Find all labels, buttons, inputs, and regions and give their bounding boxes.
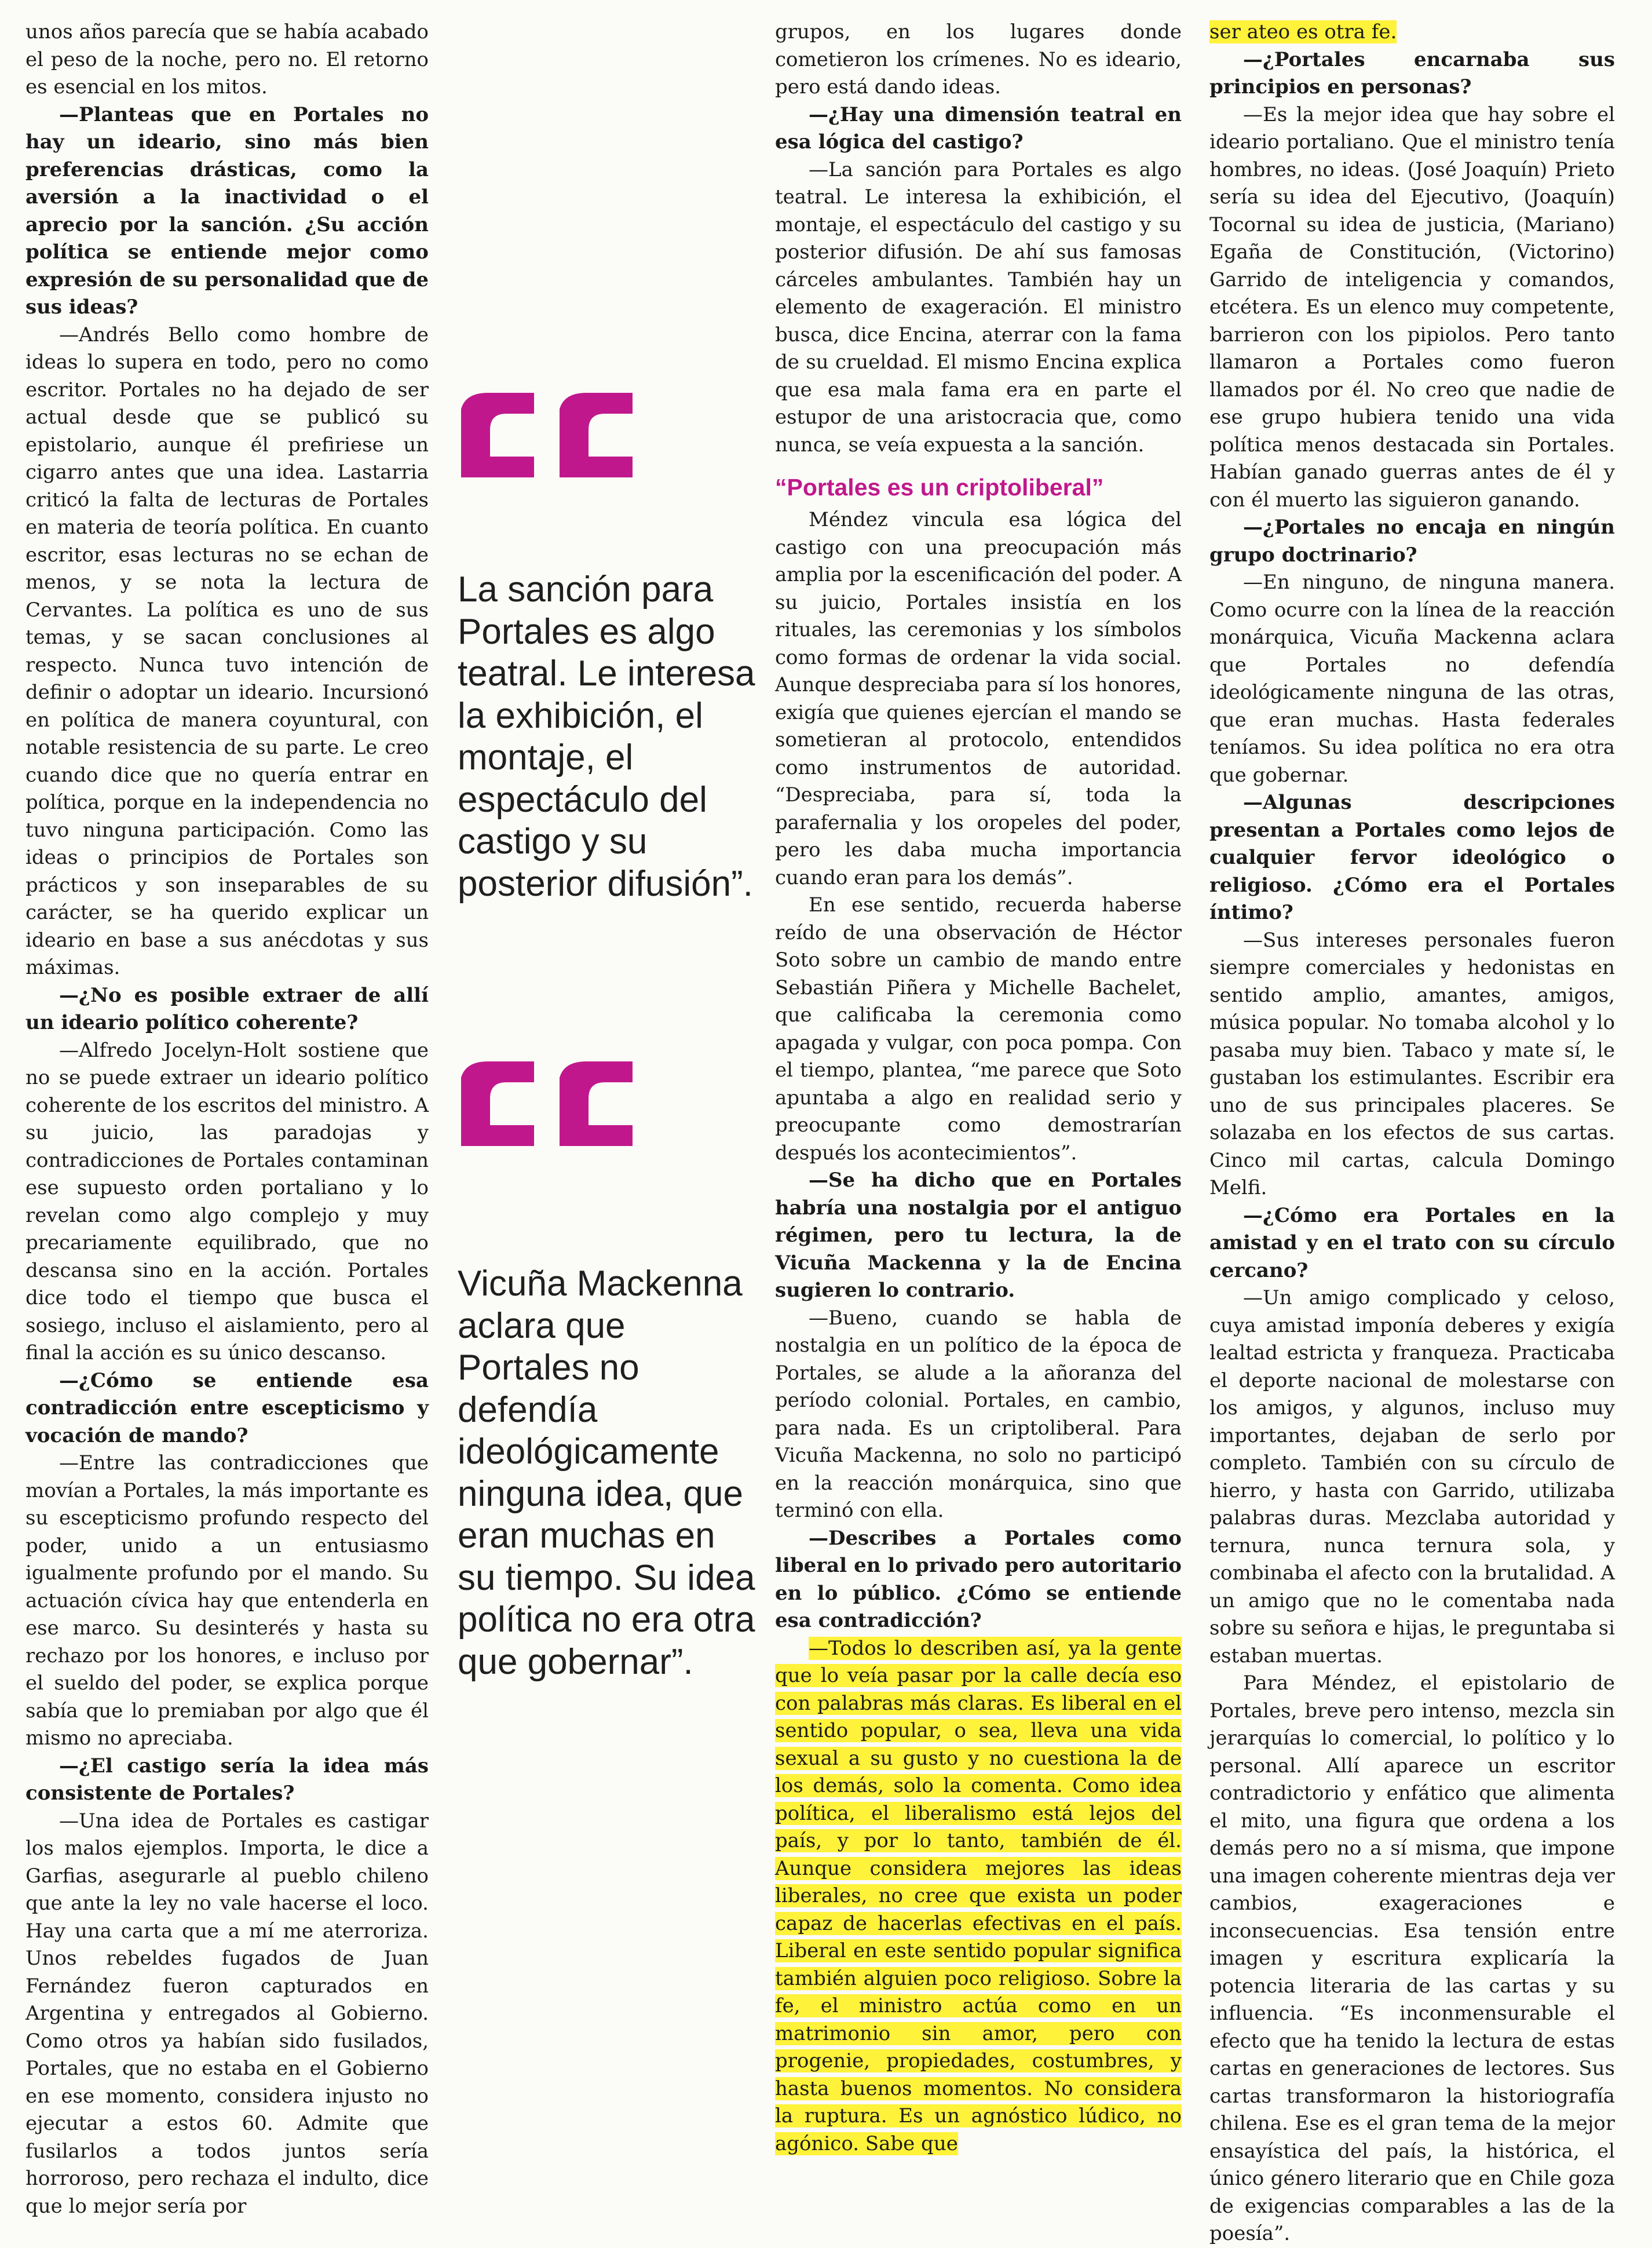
body-paragraph: —Alfredo Jocelyn-Holt sostiene que no se puede extraer un ideario político coherente de los escritos del ministro. A su juicio, las paradojas y contradicciones de Portales contaminan ese supuesto orden portaliano y lo revelan como algo complejo y muy precariamente equilibrado, que no descansa sino en la acción. Portales dice todo el tiempo que busca el sosiego, incluso el aislamiento, pero al final la acción es su único descanso. bbox=[25, 1038, 429, 1364]
body-paragraph: Méndez vincula esa lógica del castigo con una preocupación más amplia por la escenificación del poder. A su juicio, Portales insistía en los rituales, las ceremonias y los símbolos como formas de ordenar la vida social. Aunque despreciaba para sí los honores, exigía que quienes ejercían el mando se sometieran al protocolo, entendidos como instrumentos de autoridad. “Despreciaba, para sí, toda la parafernalia y los oropeles del poder, pero les daba mucha importancia cuando eran para los demás”. bbox=[775, 508, 1182, 889]
body-paragraph: unos años parecía que se había acabado el peso de la noche, pero no. El retorno es esencial en los mitos. bbox=[25, 20, 429, 98]
section-subhead: “Portales es un criptoliberal” bbox=[775, 474, 1104, 501]
highlighted-text: —Todos lo describen así, ya la gente que lo veía pasar por la calle decía eso con palabras más claras. Es liberal en el sentido popular, o sea, lleva una vida sexual a su gusto y no cuestiona la de los demás, solo la comenta. Como idea política, el liberalismo está lejos del país, y por lo tanto, también de él. Aunque considera mejores las ideas liberales, no cree que exista un poder capaz de hacerlas efectivas en el país. Liberal en este sentido popular significa también alguien poco religioso. Sobre la fe, el ministro actúa como en un matrimonio sin amor, pero con progenie, propiedades, costumbres, y hasta buenos momentos. No considera la ruptura. Es un agnóstico lúdico, no agónico. Sabe que bbox=[775, 1636, 1182, 2155]
pull-quote-2: Vicuña Mackenna aclara que Portales no defendía ideológicamente ninguna idea, que eran muchas en su tiempo. Su idea política no era otra que gobernar”. bbox=[458, 1264, 755, 1682]
interview-question: —¿No es posible extraer de allí un ideario político coherente? bbox=[25, 983, 429, 1034]
pull-quote-1: La sanción para Portales es algo teatral. Le interesa la exhibición, el montaje, el espectáculo del castigo y su posterior difusión”. bbox=[458, 570, 755, 904]
highlighted-paragraph bbox=[1209, 19, 1615, 46]
interview-question: —Se ha dicho que en Portales habría una nostalgia por el antiguo régimen, pero tu lectura, la de Vicuña Mackenna y la de Encina sugieren lo contrario. bbox=[775, 1169, 1182, 1302]
highlighted-text: ser ateo es otra fe. bbox=[1209, 20, 1397, 43]
body-paragraph: —Bueno, cuando se habla de nostalgia en un político de la época de Portales, se alude a la añoranza del período colonial. Portales, en cambio, para nada. Es un criptoliberal. Para Vicuña Mackenna, no solo no participó en la reacción monárquica, sino que terminó con ella. bbox=[775, 1306, 1182, 1522]
body-paragraph: —Una idea de Portales es castigar los malos ejemplos. Importa, le dice a Garfias, asegurarle al pueblo chileno que ante la ley no vale hacerse el loco. Hay una carta que a mí me aterroriza. Unos rebeldes fugados de Juan Fernández fueron capturados en Argentina y entregados al Gobierno. Como otros ya habían sido fusilados, Portales, que no estaba en el Gobierno en ese momento, considera injusto no ejecutar a estos 60. Admite que fusilarlos a todos juntos sería horroroso, pero rechaza el indulto, dice que lo mejor sería por bbox=[25, 1809, 429, 2218]
interview-question: —¿Cómo era Portales en la amistad y en el trato con su círculo cercano? bbox=[1209, 1203, 1615, 1282]
interview-question: —Describes a Portales como liberal en lo privado pero autoritario en lo público. ¿Cómo se entiende esa contradicción? bbox=[775, 1526, 1182, 1632]
body-paragraph: —Sus intereses personales fueron siempre comerciales y hedonistas en sentido amplio, amantes, amigos, música popular. No tomaba alcohol y lo pasaba muy bien. Tabaco y mate sí, le gustaban los estimulantes. Escribir era uno de sus principales placeres. Se solazaba en los efectos de sus cartas. Cinco mil cartas, calcula Domingo Melfi. bbox=[1209, 928, 1615, 1199]
article-column-1 bbox=[25, 19, 429, 2220]
body-paragraph: —Un amigo complicado y celoso, cuya amistad imponía deberes y exigía lealtad estricta y franqueza. Practicaba el deporte nacional de molestarse con los amigos, y algunos, incluso muy importantes, dejaban de serlo por completo. También con su círculo de hierro, y hasta con Garrido, utilizaba palabras duras. Mezclaba autoridad y ternura, nunca ternura sola, y combinaba el afecto con la brutalidad. A un amigo que no le comentaba nada sobre su señora e hijas, le preguntaba si estaban muertas. bbox=[1209, 1286, 1615, 1667]
body-paragraph: —Entre las contradicciones que movían a Portales, la más importante es su escepticismo profundo respecto del poder, unido a un entusiasmo igualmente profundo por el mando. Su actuación cívica hay que entenderla en ese marco. Su desinterés y hasta su rechazo por los honores, e incluso por el sueldo del poder, se explica porque sabía que lo premiaban por algo que él mismo no apreciaba. bbox=[25, 1451, 429, 1750]
interview-question: —¿El castigo sería la idea más consistente de Portales? bbox=[25, 1754, 429, 1805]
interview-question: —¿Cómo se entiende esa contradicción entre escepticismo y vocación de mando? bbox=[25, 1368, 429, 1447]
interview-question: —¿Portales encarnaba sus principios en personas? bbox=[1209, 48, 1615, 98]
article-column-3 bbox=[775, 19, 1182, 2158]
interview-question: —Algunas descripciones presentan a Portales como lejos de cualquier fervor ideológico o religioso. ¿Cómo era el Portales íntimo? bbox=[1209, 791, 1615, 924]
body-paragraph: Para Méndez, el epistolario de Portales, breve pero intenso, mezcla sin jerarquías lo comercial, lo político y lo personal. Allí aparece un escritor contradictorio y enfático que alimenta el mito, una figura que ordena a los demás pero no a sí misma, que impone una imagen coherente mientras deja ver cambios, exageraciones e inconsecuencias. Esa tensión entre imagen y escritura explicaría la potencia literaria de las cartas y su influencia. “Es inconmensurable el efecto que ha tenido la lectura de estas cartas en generaciones de lectores. Sus cartas transformaron la historiografía chilena. Ese es el gran tema de la mejor ensayística del país, la histórica, el único género literario que en Chile goza de exigencias comparables a las de la poesía”. bbox=[1209, 1672, 1615, 2245]
interview-question: —¿Hay una dimensión teatral en esa lógica del castigo? bbox=[775, 103, 1182, 154]
body-paragraph: —Andrés Bello como hombre de ideas lo supera en todo, pero no como escritor. Portales no ha dejado de ser actual desde que se publicó su epistolario, aunque él prefiriese un cigarro antes que una idea. Lastarria criticó la falta de lecturas de Portales en materia de teoría política. En cuanto escritor, esas lecturas no se echan de menos, y se nota la lectura de Cervantes. La política es uno de sus temas, y se sacan conclusiones al respecto. Nunca tuvo intención de definir o adoptar un ideario. Incursionó en política de manera coyuntural, con notable resistencia de su parte. Le creo cuando dice que no quería entrar en política, porque en la independencia no tuvo ninguna participación. Como las ideas o principios de Portales son prácticos y son inseparables de su carácter, se ha querido explicar un ideario en base a sus anécdotas y sus máximas. bbox=[25, 323, 429, 979]
open-quote-icon bbox=[458, 392, 649, 479]
body-paragraph: En ese sentido, recuerda haberse reído de una observación de Héctor Soto sobre un cambio de mando entre Sebastián Piñera y Michelle Bachelet, que calificaba la ceremonia como apagada y vulgar, con poca pompa. Con el tiempo, plantea, “me parece que Soto apuntaba a algo en realidad serio y preocupante como demostrarían después los acontecimientos”. bbox=[775, 893, 1182, 1165]
interview-question: —¿Portales no encaja en ningún grupo doctrinario? bbox=[1209, 516, 1615, 567]
article-column-4 bbox=[1209, 19, 1615, 2248]
body-paragraph: —Es la mejor idea que hay sobre el ideario portaliano. Que el ministro tenía hombres, no ideas. (José Joaquín) Prieto sería su idea del Ejecutivo, (Joaquín) Tocornal su idea de justicia, (Mariano) Egaña de Constitución, (Victorino) Garrido de inteligencia y comandos, etcétera. Es un elenco muy competente, barrieron con los pipiolos. Pero tanto llamaron a Portales como fueron llamados por él. No creo que nadie de ese grupo hubiera tenido una vida política menos destacada sin Portales. Habían ganado guerras antes de él y con él muerto las siguieron ganando. bbox=[1209, 103, 1615, 512]
open-quote-icon bbox=[458, 1060, 649, 1147]
body-paragraph: —La sanción para Portales es algo teatral. Le interesa la exhibición, el montaje, el espectáculo del castigo y su posterior difusión. De ahí sus famosas cárceles ambulantes. También hay un elemento de exageración. El ministro busca, dice Encina, aterrar con la fama de su crueldad. El mismo Encina explica que esa mala fama era en parte el estupor de una aristocracia que, como nunca, se veía expuesta a la sanción. bbox=[775, 158, 1182, 457]
interview-question: —Planteas que en Portales no hay un ideario, sino más bien preferencias drásticas, como la aversión a la inactividad o el aprecio por la sanción. ¿Su acción política se entiende mejor como expresión de su personalidad que de sus ideas? bbox=[25, 103, 429, 319]
highlighted-paragraph bbox=[775, 1635, 1182, 2158]
body-paragraph: grupos, en los lugares donde cometieron los crímenes. No es ideario, pero está dando ideas. bbox=[775, 20, 1182, 98]
body-paragraph: —En ninguno, de ninguna manera. Como ocurre con la línea de la reacción monárquica, Vicuña Mackenna aclara que Portales no defendía ideológicamente ninguna de las otras, que eran muchas. Hasta federales teníamos. Su idea política no era otra que gobernar. bbox=[1209, 571, 1615, 787]
